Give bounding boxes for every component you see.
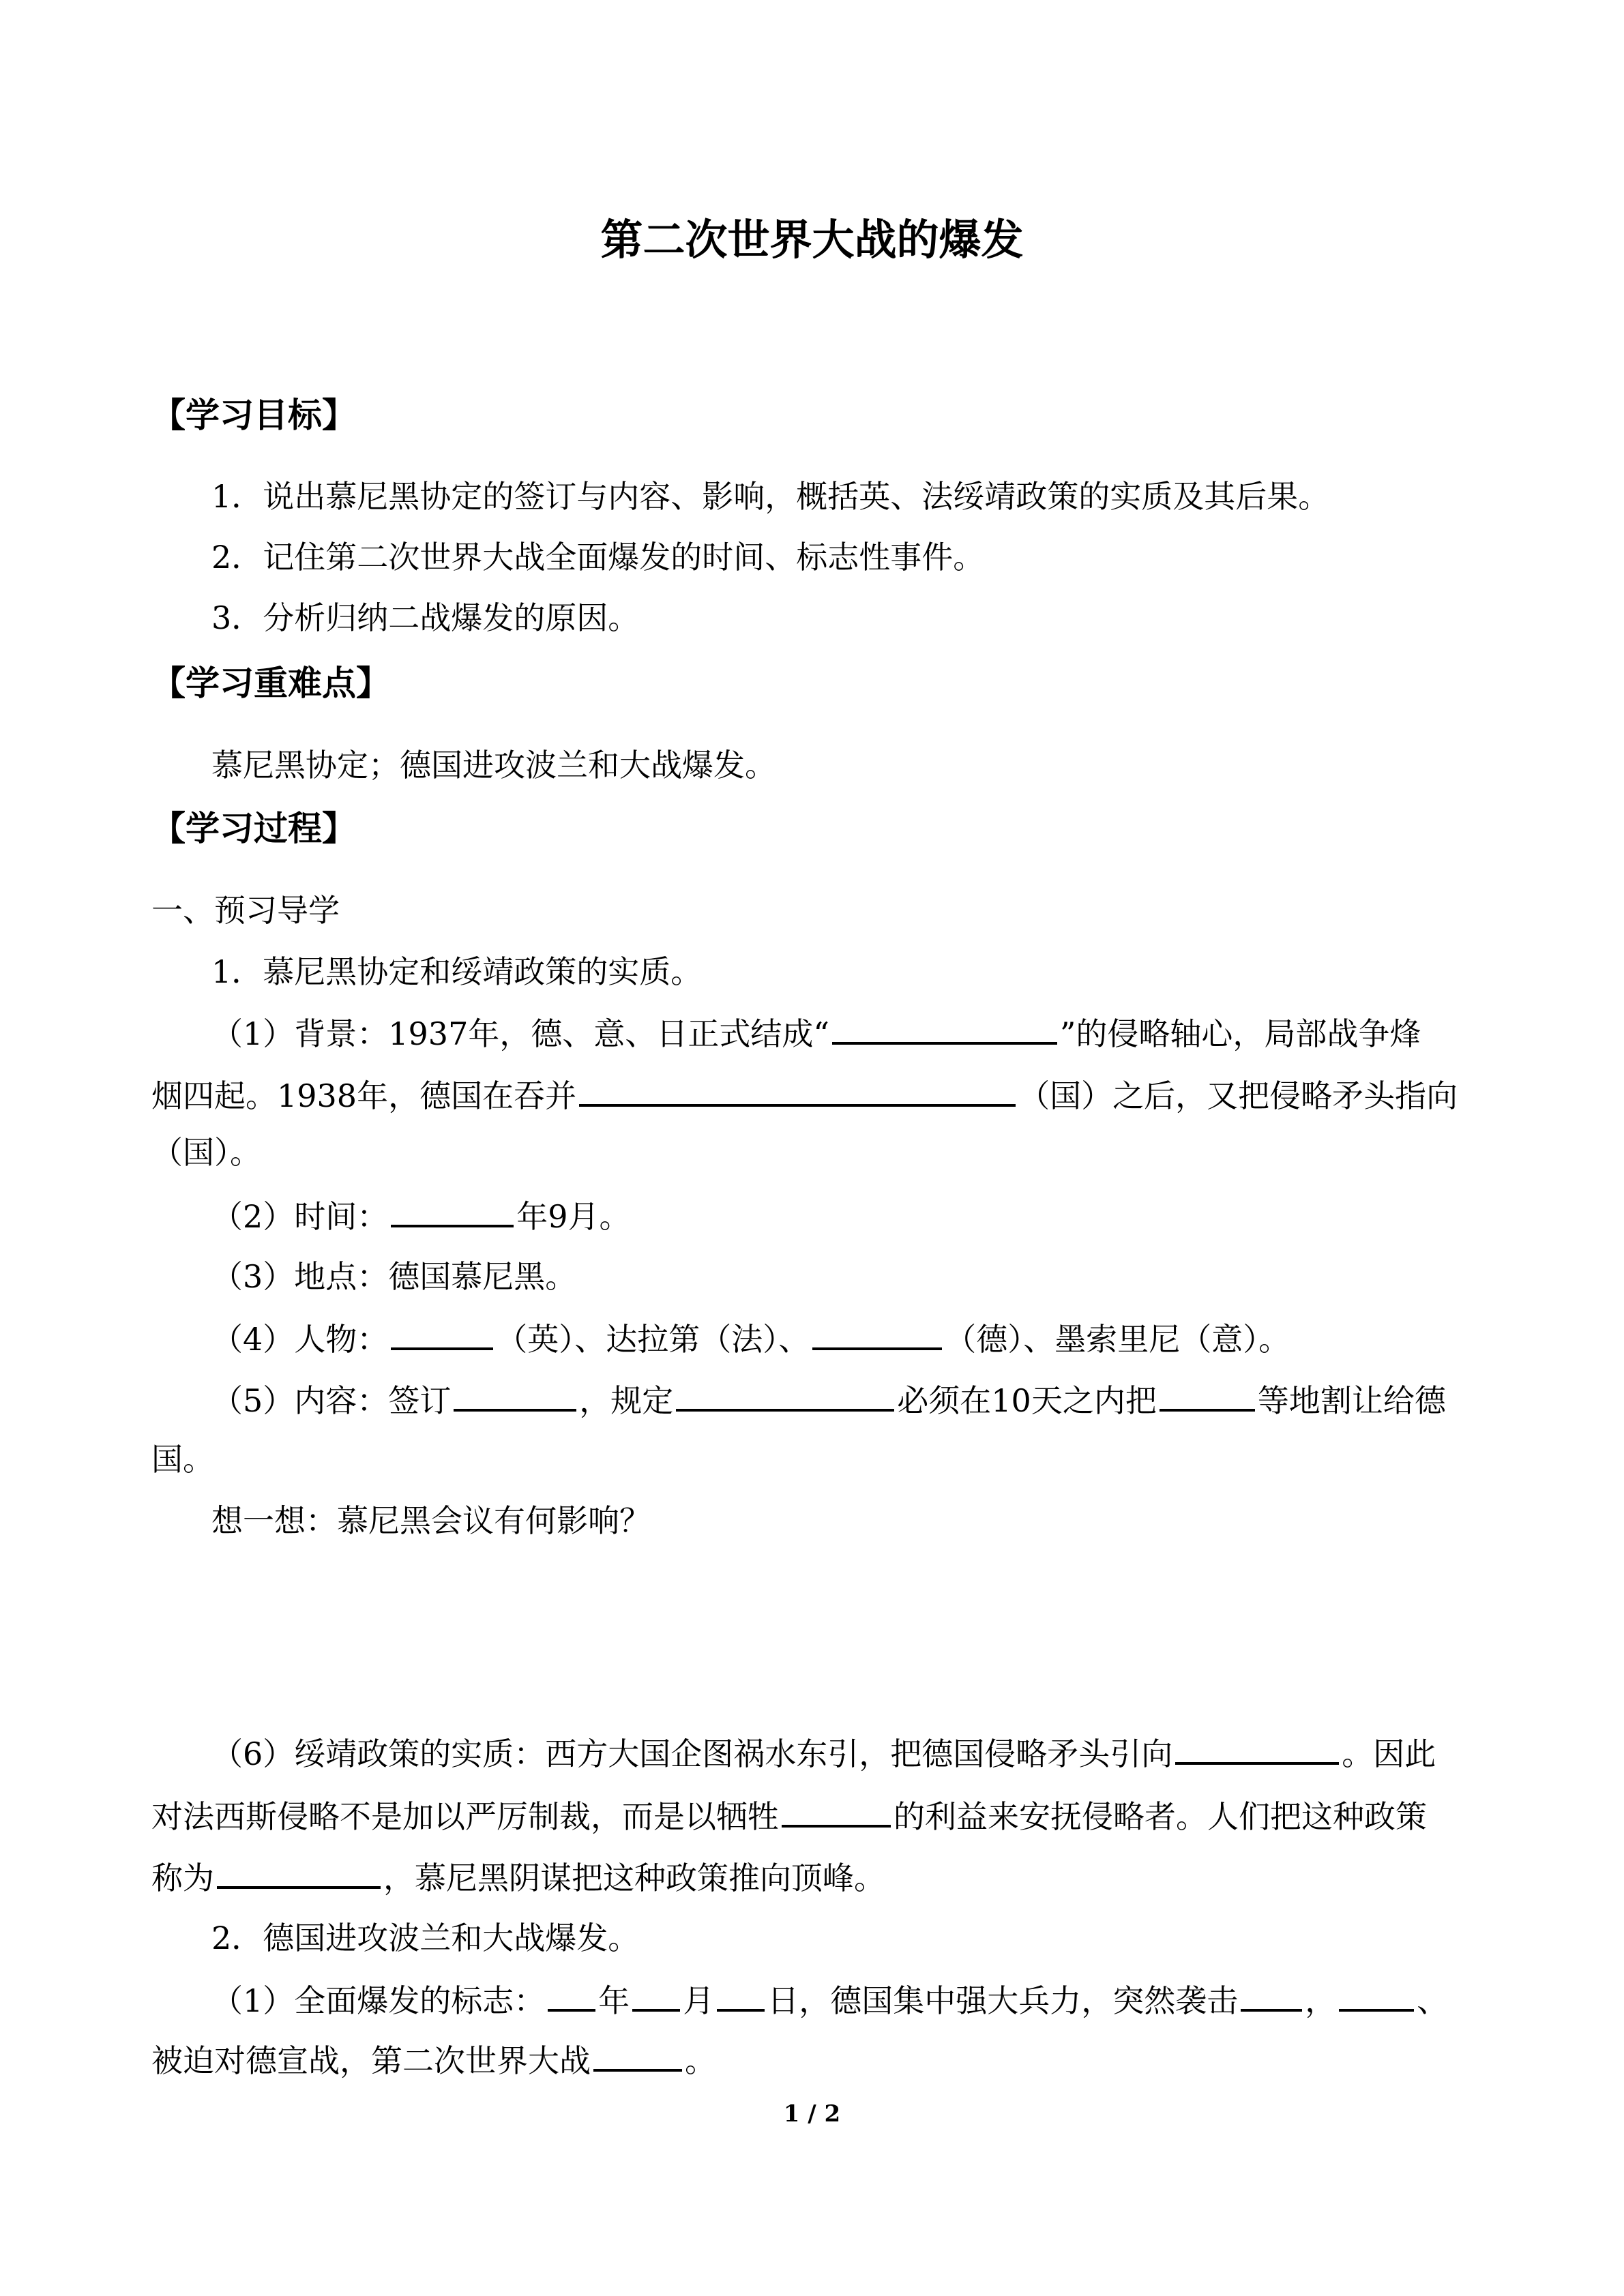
page-number: 1 / 2 — [783, 2100, 841, 2128]
text-segment: 日，德国集中强大兵力，突然袭击 — [767, 1982, 1239, 2019]
section-heading-goals: 【学习目标】 — [151, 396, 356, 435]
page-title: 第二次世界大战的爆发 — [600, 215, 1024, 265]
text-segment: 年9月。 — [516, 1198, 631, 1235]
fill-blank[interactable] — [593, 2039, 682, 2072]
fill-blank[interactable] — [391, 1317, 493, 1350]
appeasement-line-2 — [151, 1795, 1427, 1837]
text-segment: 称为 — [151, 1860, 214, 1896]
fill-blank[interactable] — [1241, 1979, 1302, 2012]
text-segment: ， — [1305, 1982, 1337, 2019]
text-segment: （5）内容：签订 — [211, 1382, 452, 1419]
fill-blank[interactable] — [832, 1012, 1057, 1045]
goal-item: 3．分析归纳二战爆发的原因。 — [211, 599, 640, 636]
section-heading-process: 【学习过程】 — [151, 809, 356, 848]
text-segment: （1）背景：1937年，德、意、日正式结成“ — [211, 1015, 829, 1052]
text-segment: 年 — [598, 1982, 630, 2019]
people-line — [211, 1317, 1290, 1360]
fill-blank[interactable] — [1175, 1732, 1339, 1765]
background-line-1 — [211, 1012, 1421, 1054]
text-segment: 烟四起。1938年，德国在吞并 — [151, 1077, 577, 1114]
fill-blank[interactable] — [1160, 1379, 1255, 1412]
goal-item: 1．说出慕尼黑协定的签订与内容、影响，概括英、法绥靖政策的实质及其后果。 — [211, 478, 1330, 515]
goal-item: 2．记住第二次世界大战全面爆发的时间、标志性事件。 — [211, 539, 985, 576]
think-prompt: 想一想：慕尼黑会议有何影响？ — [211, 1502, 651, 1539]
appeasement-line-3 — [151, 1856, 885, 1898]
question-1-heading: 1．慕尼黑协定和绥靖政策的实质。 — [211, 953, 703, 990]
text-segment: 。 — [685, 2042, 716, 2079]
fill-blank[interactable] — [454, 1379, 576, 1412]
background-line-2 — [151, 1074, 1458, 1116]
text-segment: ，规定 — [579, 1382, 674, 1419]
background-line-3: （国）。 — [151, 1134, 261, 1171]
text-segment: （1）全面爆发的标志： — [211, 1982, 546, 2019]
text-segment: 被迫对德宣战，第二次世界大战 — [151, 2042, 591, 2079]
place-line: （3）地点：德国慕尼黑。 — [211, 1258, 577, 1295]
war-line-2 — [151, 2039, 716, 2081]
key-points-text: 慕尼黑协定；德国进攻波兰和大战爆发。 — [211, 747, 776, 784]
content-line-1 — [211, 1379, 1446, 1421]
text-segment: 月 — [683, 1982, 715, 2019]
war-line-1 — [211, 1979, 1448, 2021]
fill-blank[interactable] — [548, 1979, 595, 2012]
fill-blank[interactable] — [782, 1795, 891, 1828]
appeasement-line-1 — [211, 1732, 1436, 1774]
text-segment: ，慕尼黑阴谋把这种政策推向顶峰。 — [383, 1860, 885, 1896]
time-line — [211, 1195, 631, 1237]
text-segment: 对法西斯侵略不是加以严厉制裁，而是以牺牲 — [151, 1798, 779, 1835]
fill-blank[interactable] — [391, 1195, 514, 1227]
text-segment: ”的侵略轴心，局部战争烽 — [1059, 1015, 1421, 1052]
fill-blank[interactable] — [812, 1317, 942, 1350]
fill-blank[interactable] — [632, 1979, 680, 2012]
question-2-heading: 2．德国进攻波兰和大战爆发。 — [211, 1920, 640, 1956]
text-segment: （6）绥靖政策的实质：西方大国企图祸水东引，把德国侵略矛头引向 — [211, 1735, 1173, 1772]
text-segment: （4）人物： — [211, 1321, 389, 1358]
fill-blank[interactable] — [579, 1074, 1016, 1107]
text-segment: 等地割让给德 — [1257, 1382, 1446, 1419]
text-segment: （国）之后，又把侵略矛头指向 — [1018, 1077, 1458, 1114]
fill-blank[interactable] — [1339, 1979, 1414, 2012]
text-segment: 。因此 — [1342, 1735, 1436, 1772]
text-segment: 的利益来安抚侵略者。人们把这种政策 — [894, 1798, 1427, 1835]
fill-blank[interactable] — [717, 1979, 765, 2012]
text-segment: （2）时间： — [211, 1198, 389, 1235]
preview-heading: 一、预习导学 — [151, 892, 340, 929]
fill-blank[interactable] — [217, 1856, 381, 1889]
text-segment: 必须在10天之内把 — [897, 1382, 1157, 1419]
text-segment: 、 — [1417, 1982, 1449, 2019]
section-heading-key: 【学习重难点】 — [151, 664, 390, 703]
text-segment: （英）、达拉第（法）、 — [496, 1321, 810, 1358]
text-segment: （德）、墨索里尼（意）。 — [945, 1321, 1290, 1358]
content-line-2: 国。 — [151, 1441, 214, 1478]
fill-blank[interactable] — [676, 1379, 894, 1412]
